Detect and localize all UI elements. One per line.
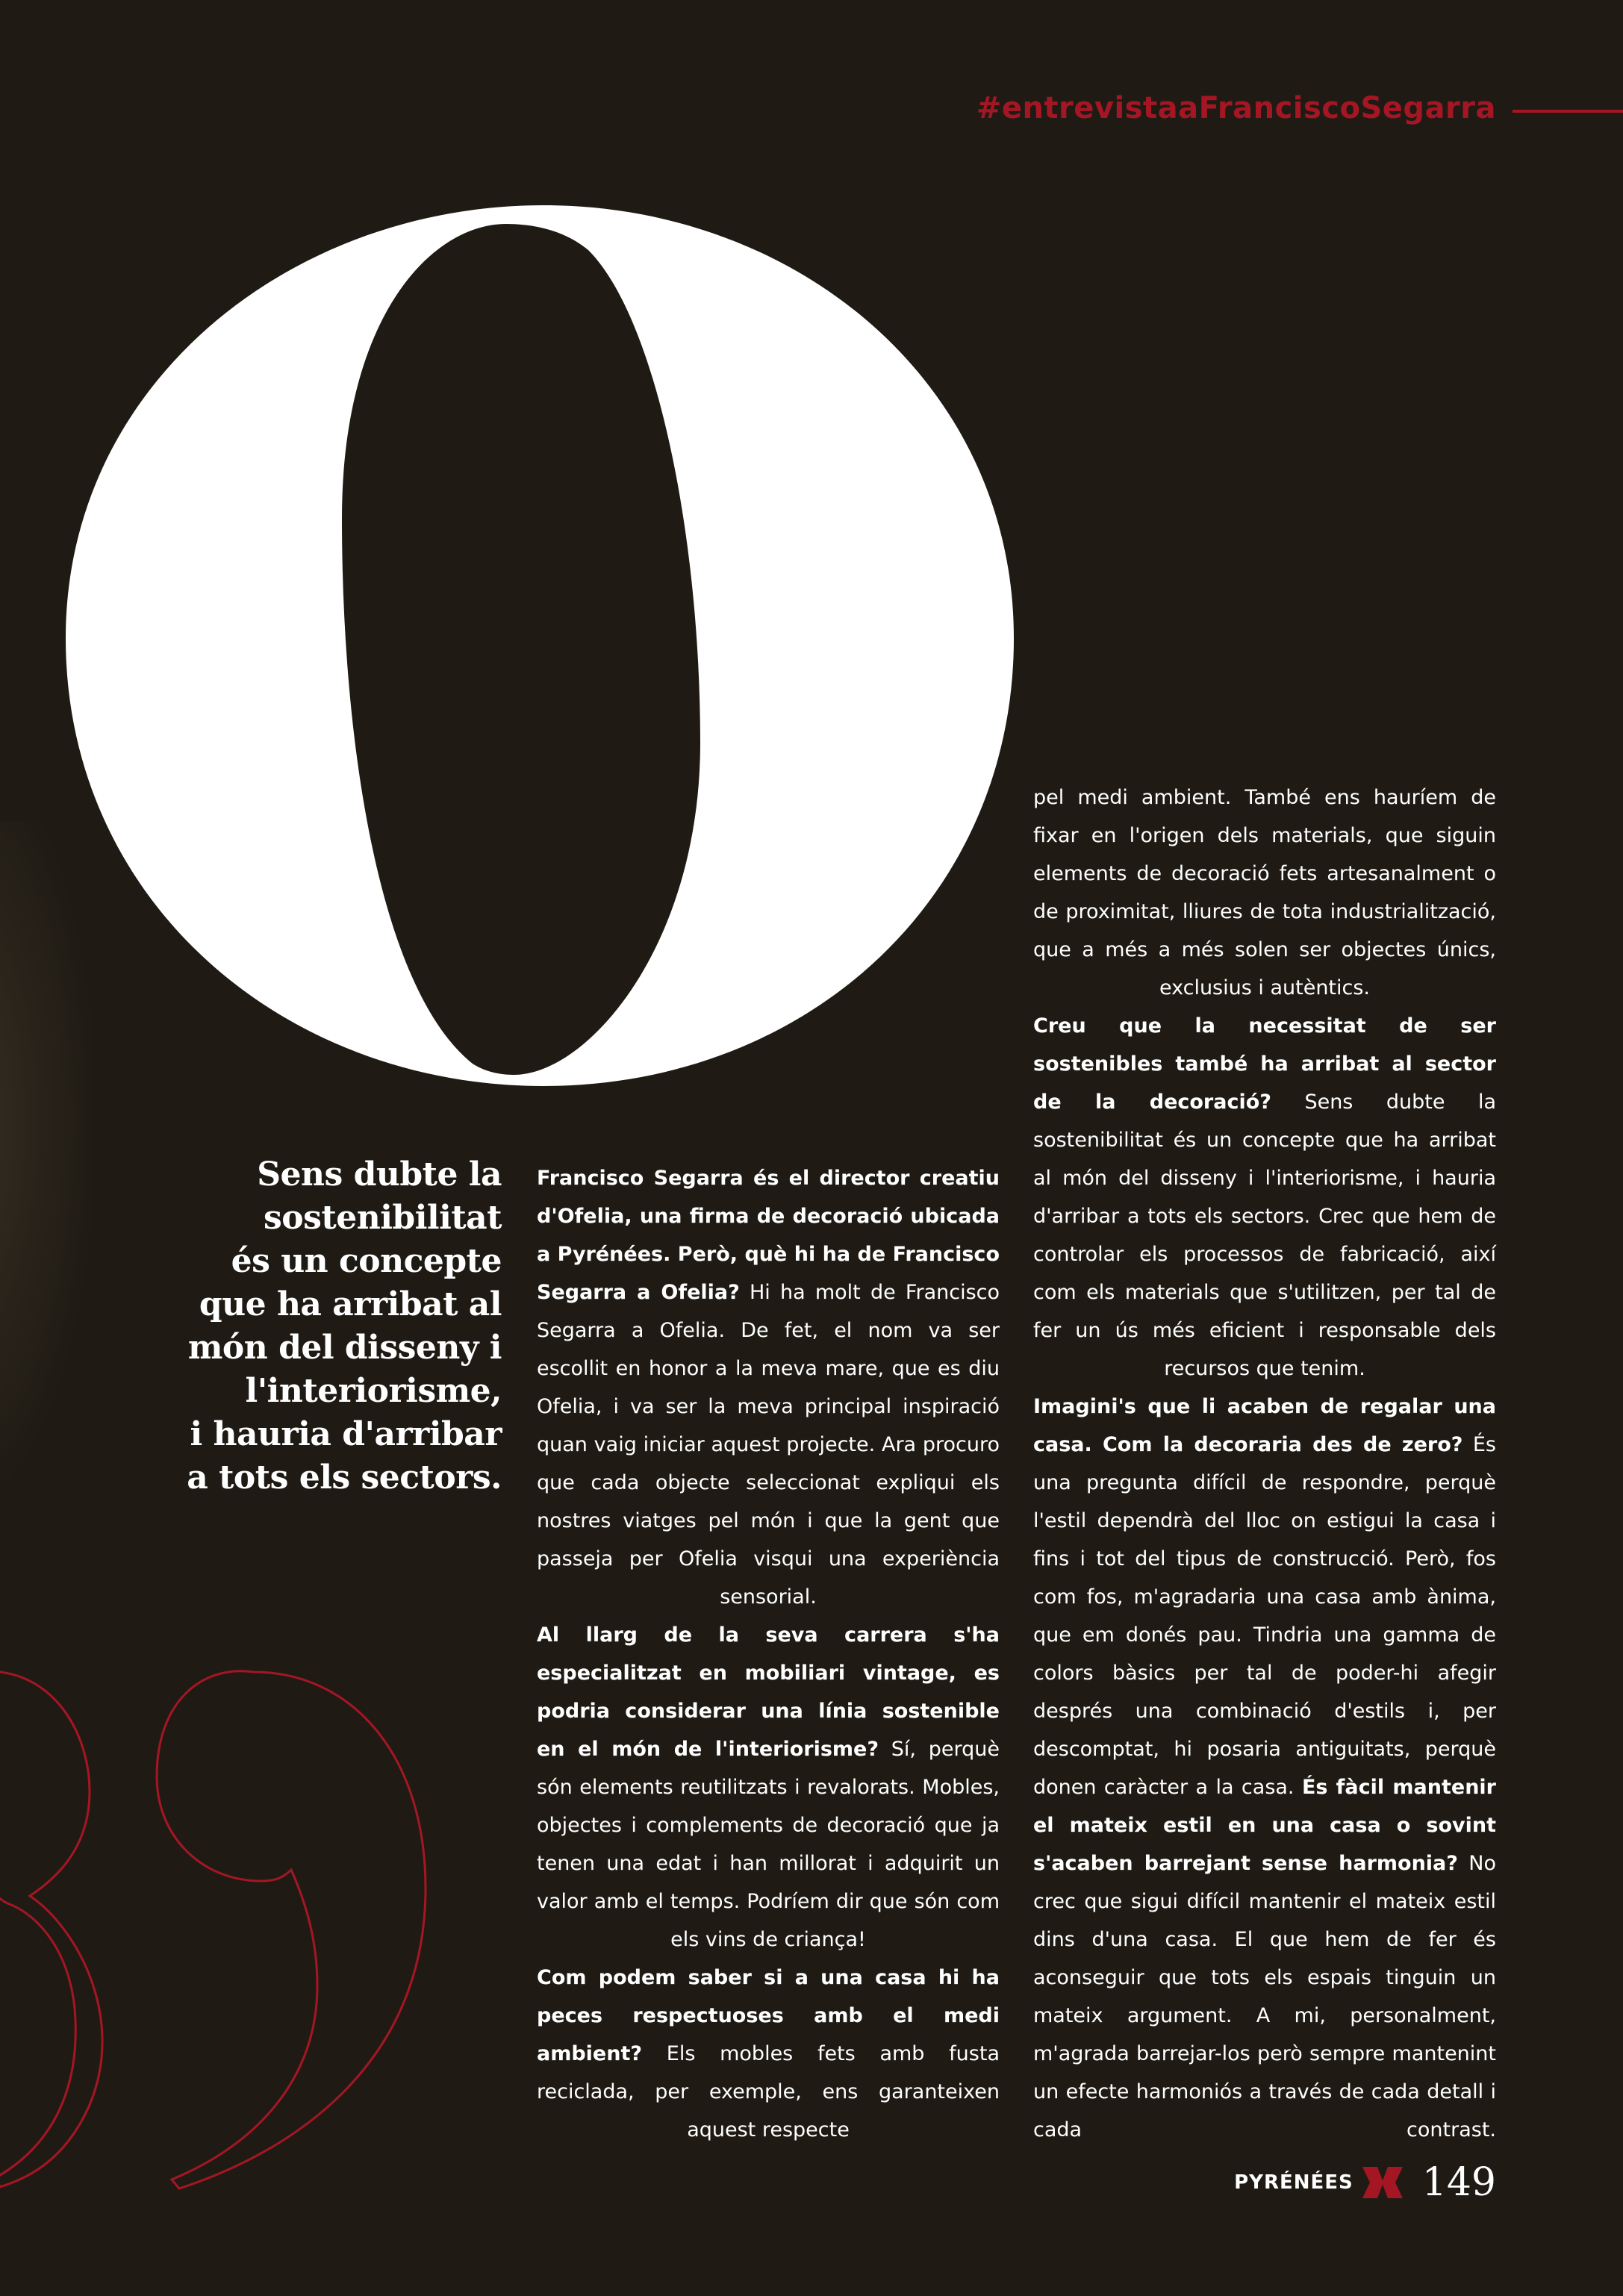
- pullquote-line: i hauria d'arribar: [190, 1415, 502, 1453]
- question: Creu que la necessitat de ser sostenibles també ha arribat al sector de la decoració?: [1033, 1014, 1496, 1114]
- answer: pel medi ambient. També ens hauríem de fixar en l'origen dels materials, que siguin elements de decoració fets artesanalment o de proximitat, lliures de tota industrialització, que a més a més solen ser objectes únics, exclusius i autèntics.: [1033, 786, 1496, 999]
- pullquote-line: que ha arribat al: [199, 1285, 502, 1323]
- drop-letter-o: [66, 205, 1014, 1086]
- page-footer: [1234, 2160, 1496, 2205]
- pullquote-line: Sens dubte la: [257, 1155, 502, 1194]
- brand-name: PYRÉNÉES: [1234, 2171, 1353, 2194]
- qa-paragraph: [1033, 1388, 1496, 2149]
- pullquote-line: a tots els sectors.: [187, 1459, 502, 1497]
- pullquote-line: és un concepte: [231, 1242, 502, 1280]
- pullquote-line: l'interiorisme,: [245, 1372, 502, 1410]
- page-number: 149: [1421, 2160, 1496, 2205]
- question: Al llarg de la seva carrera s'ha especialitzat en mobiliari vintage, es podria considerar una línia sostenible en el món de l'interiorisme?: [537, 1623, 1000, 1761]
- brand-logo-icon: [1361, 2165, 1404, 2200]
- answer: És una pregunta difícil de respondre, perquè l'estil dependrà del lloc on estigui la casa i fins i tot del tipus de construcció. Però, fos com fos, m'agradaria una casa amb ànima, que em donés pau. Tindria una gamma de colors bàsics per tal de poder-hi afegir després una combinació d'estils i, per descomptat, hi posaria antiguitats, perquè donen caràcter a la casa.: [1033, 1433, 1496, 1799]
- pullquote-line: sostenibilitat: [264, 1199, 502, 1237]
- article-column-2: [537, 1159, 1000, 2149]
- qa-paragraph: [1033, 1007, 1496, 1388]
- pullquote-line: món del disseny i: [187, 1329, 502, 1367]
- qa-paragraph: [1033, 779, 1496, 1007]
- hashtag-header: #entrevistaaFranciscoSegarra: [976, 91, 1496, 125]
- qa-paragraph: [537, 1616, 1000, 1959]
- answer: Sens dubte la sostenibilitat és un concepte que ha arribat al món del disseny i l'interiorisme, i hauria d'arribar a tots els sectors. Crec que hem de controlar els processos de fabricació, així com els materials que s'utilitzen, per tal de fer un ús més eficient i responsable dels recursos que tenim.: [1033, 1091, 1497, 1380]
- article-column-3: [1033, 779, 1496, 2149]
- question: Imagini's que li acaben de regalar una casa. Com la decoraria des de zero?: [1033, 1395, 1496, 1456]
- answer: Hi ha molt de Francisco Segarra a Ofelia. De fet, el nom va ser escollit en honor a la meva mare, que es diu Ofelia, i va ser la meva principal inspiració quan vaig iniciar aquest projecte. Ara procuro que cada objecte seleccionat expliqui els nostres viatges pel món i que la gent que passeja per Ofelia visqui una experiència sensorial.: [537, 1281, 1000, 1609]
- question: Francisco Segarra és el director creatiu d'Ofelia, una firma de decoració ubicada a Pyrénées. Però, què hi ha de Francisco Segarra a Ofelia?: [537, 1167, 1000, 1304]
- question: Com podem saber si a una casa hi ha peces respectuoses amb el medi ambient?: [537, 1966, 1000, 2065]
- header-rule: [1513, 110, 1623, 113]
- answer: Sí, perquè són elements reutilitzats i revalorats. Mobles, objectes i complements de decoració que ja tenen una edat i han millorat i adquirit un valor amb el temps. Podríem dir que són com els vins de criança!: [537, 1738, 1000, 1951]
- qa-paragraph: [537, 1159, 1000, 1616]
- question: És fàcil mantenir el mateix estil en una casa o sovint s'acaben barrejant sense harmonia?: [1033, 1776, 1496, 1875]
- answer: Els mobles fets amb fusta reciclada, per exemple, ens garanteixen aquest respecte: [537, 2042, 1000, 2141]
- qa-paragraph: [537, 1959, 1000, 2149]
- answer: No crec que sigui difícil mantenir el mateix estil dins d'una casa. El que hem de fer és aconseguir que tots els espais tinguin un mateix argument. A mi, personalment, m'agrada barrejar-los però sempre mantenint un efecte harmoniós a través de cada detall i cada contrast.: [1033, 1852, 1496, 2141]
- pullquote: [172, 1153, 502, 1500]
- quote-mark-icon: [0, 1657, 485, 2194]
